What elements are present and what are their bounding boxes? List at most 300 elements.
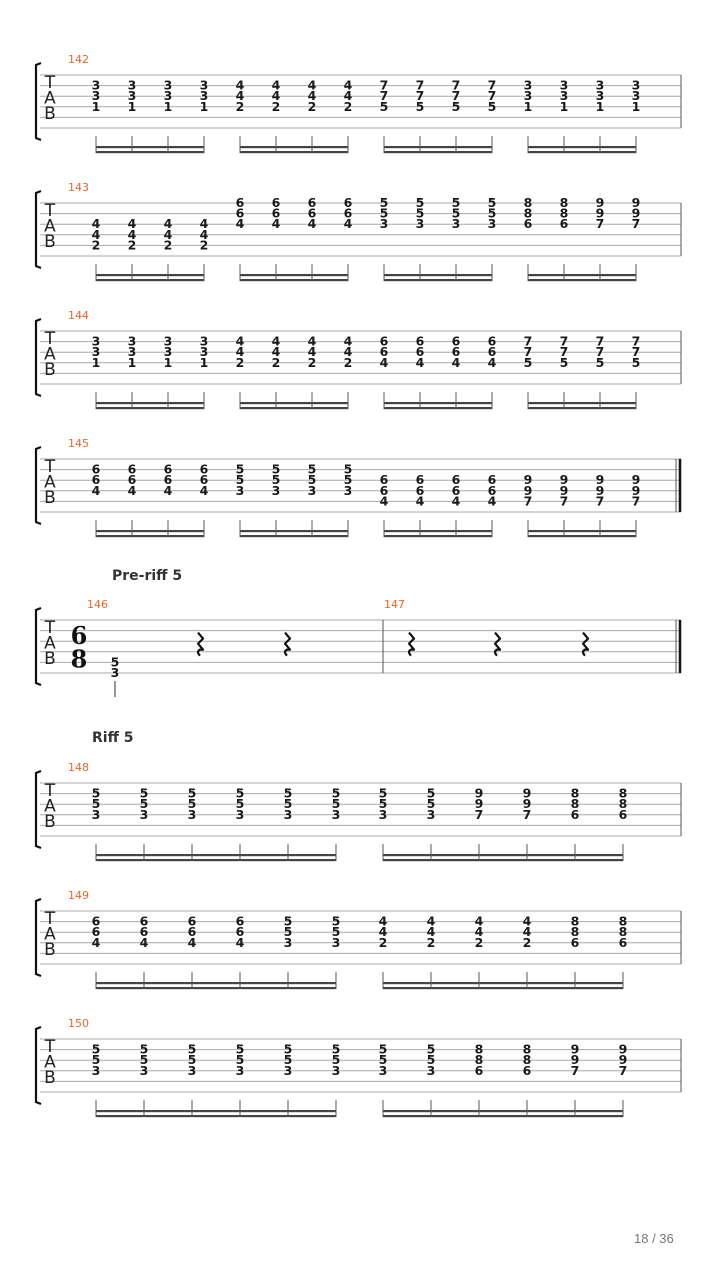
fret-number: 3: [139, 1062, 149, 1078]
fret-number: 7: [559, 493, 569, 509]
fret-number: 5: [451, 98, 461, 114]
fret-number: 5: [235, 1041, 245, 1057]
fret-number: 5: [271, 472, 281, 488]
section-label: Pre-riff 5: [112, 568, 183, 584]
fret-number: 8: [523, 195, 533, 210]
measure-number: 143: [68, 181, 89, 194]
fret-number: 3: [283, 1062, 293, 1078]
fret-number: 1: [199, 98, 209, 114]
fret-number: 7: [559, 344, 569, 360]
fret-number: 9: [474, 796, 484, 812]
fret-number: 3: [91, 806, 101, 822]
fret-number: 1: [163, 354, 173, 370]
beam: [96, 402, 204, 404]
fret-number: 3: [139, 806, 149, 822]
fret-number: 3: [199, 88, 209, 104]
fret-number: 6: [307, 205, 317, 221]
fret-number: 5: [331, 924, 341, 940]
tab-clef-letter: T: [44, 201, 56, 221]
fret-number: 4: [307, 333, 317, 349]
fret-number: 4: [474, 913, 484, 929]
fret-number: 9: [631, 482, 641, 498]
fret-number: 7: [474, 806, 484, 822]
beam: [384, 530, 492, 532]
beam: [96, 987, 336, 989]
fret-number: 6: [187, 913, 197, 929]
fret-number: 6: [127, 472, 137, 488]
beam: [528, 407, 636, 409]
fret-number: 4: [474, 924, 484, 940]
fret-number: 8: [474, 1052, 484, 1068]
fret-number: 1: [127, 354, 137, 370]
fret-number: 7: [523, 344, 533, 360]
beam: [240, 407, 348, 409]
fret-number: 7: [595, 333, 605, 349]
fret-number: 2: [127, 237, 137, 253]
fret-number: 3: [127, 77, 137, 93]
measure-number: 145: [68, 437, 89, 450]
fret-number: 3: [283, 934, 293, 950]
fret-number: 4: [91, 216, 101, 232]
fret-number: 7: [379, 77, 389, 93]
tab-clef-letter: B: [44, 360, 56, 380]
fret-number: 3: [91, 77, 101, 93]
fret-number: 2: [343, 98, 353, 114]
fret-number: 7: [631, 333, 641, 349]
fret-number: 4: [343, 333, 353, 349]
fret-number: 5: [91, 796, 101, 812]
fret-number: 3: [235, 482, 245, 498]
beam: [528, 279, 636, 281]
fret-number: 4: [451, 354, 461, 370]
fret-number: 7: [451, 77, 461, 93]
beam: [96, 274, 204, 276]
fret-number: 5: [415, 205, 425, 221]
beam: [528, 530, 636, 532]
fret-number: 5: [283, 924, 293, 940]
fret-number: 1: [631, 98, 641, 114]
beam: [96, 1110, 336, 1112]
fret-number: 3: [378, 806, 388, 822]
fret-number: 8: [474, 1041, 484, 1057]
fret-number: 9: [631, 205, 641, 221]
fret-number: 3: [91, 333, 101, 349]
tab-clef-letter: B: [44, 649, 56, 669]
fret-number: 5: [307, 461, 317, 477]
fret-number: 5: [235, 1052, 245, 1068]
fret-number: 7: [523, 493, 533, 509]
fret-number: 9: [631, 472, 641, 488]
fret-number: 5: [379, 195, 389, 210]
beam: [240, 530, 348, 532]
fret-number: 7: [618, 1062, 628, 1078]
fret-number: 6: [379, 344, 389, 360]
tab-clef-letter: A: [44, 472, 56, 493]
beam: [240, 146, 348, 148]
fret-number: 6: [235, 195, 245, 210]
time-signature-bottom: 8: [70, 644, 88, 674]
fret-number: 2: [474, 934, 484, 950]
beam: [240, 402, 348, 404]
fret-number: 1: [91, 354, 101, 370]
fret-number: 9: [595, 482, 605, 498]
fret-number: 6: [487, 333, 497, 349]
fret-number: 4: [91, 226, 101, 242]
tab-clef-letter: A: [44, 1052, 56, 1073]
fret-number: 8: [570, 924, 580, 940]
fret-number: 8: [522, 1052, 532, 1068]
measure-number: 146: [87, 598, 108, 611]
fret-number: 3: [379, 216, 389, 232]
fret-number: 3: [487, 216, 497, 232]
fret-number: 3: [523, 77, 533, 93]
fret-number: 6: [451, 333, 461, 349]
fret-number: 3: [199, 333, 209, 349]
fret-number: 5: [487, 195, 497, 210]
fret-number: 1: [127, 98, 137, 114]
fret-number: 3: [559, 77, 569, 93]
fret-number: 3: [331, 934, 341, 950]
fret-number: 5: [378, 796, 388, 812]
fret-number: 6: [487, 482, 497, 498]
fret-number: 5: [378, 1041, 388, 1057]
fret-number: 4: [91, 482, 101, 498]
tab-clef-letter: B: [44, 940, 56, 960]
measure-number: 144: [68, 309, 89, 322]
beam: [383, 982, 623, 984]
fret-number: 6: [415, 344, 425, 360]
beam: [383, 1110, 623, 1112]
fret-number: 4: [235, 344, 245, 360]
fret-number: 3: [235, 806, 245, 822]
tab-clef-letter: T: [44, 781, 56, 801]
fret-number: 5: [331, 796, 341, 812]
fret-number: 9: [618, 1041, 628, 1057]
fret-number: 8: [618, 796, 628, 812]
fret-number: 3: [110, 665, 120, 680]
fret-number: 3: [631, 88, 641, 104]
fret-number: 5: [378, 785, 388, 801]
fret-number: 2: [199, 237, 209, 253]
fret-number: 5: [91, 1041, 101, 1057]
beam: [383, 987, 623, 989]
fret-number: 4: [235, 333, 245, 349]
fret-number: 4: [139, 934, 149, 950]
fret-number: 6: [618, 934, 628, 950]
beam: [96, 1115, 336, 1117]
fret-number: 5: [331, 913, 341, 929]
fret-number: 3: [187, 1062, 197, 1078]
fret-number: 8: [523, 205, 533, 221]
fret-number: 6: [199, 461, 209, 477]
fret-number: 9: [523, 482, 533, 498]
fret-number: 4: [235, 77, 245, 93]
fret-number: 3: [199, 344, 209, 360]
fret-number: 5: [331, 1052, 341, 1068]
fret-number: 9: [522, 785, 532, 801]
fret-number: 9: [618, 1052, 628, 1068]
fret-number: 4: [271, 344, 281, 360]
fret-number: 8: [522, 1041, 532, 1057]
fret-number: 2: [235, 98, 245, 114]
fret-number: 6: [163, 472, 173, 488]
fret-number: 6: [235, 205, 245, 221]
tab-clef-letter: T: [44, 329, 56, 349]
fret-number: 4: [451, 493, 461, 509]
beam: [383, 1115, 623, 1117]
fret-number: 6: [522, 1062, 532, 1078]
fret-number: 4: [187, 934, 197, 950]
fret-number: 7: [595, 344, 605, 360]
fret-number: 5: [283, 1041, 293, 1057]
fret-number: 5: [331, 785, 341, 801]
tab-clef-letter: A: [44, 796, 56, 817]
fret-number: 3: [271, 482, 281, 498]
fret-number: 1: [163, 98, 173, 114]
fret-number: 5: [283, 1052, 293, 1068]
beam: [96, 146, 204, 148]
fret-number: 6: [91, 472, 101, 488]
fret-number: 3: [187, 806, 197, 822]
fret-number: 5: [451, 195, 461, 210]
fret-number: 5: [283, 913, 293, 929]
fret-number: 7: [487, 88, 497, 104]
fret-number: 6: [379, 482, 389, 498]
fret-number: 9: [559, 472, 569, 488]
fret-number: 3: [595, 77, 605, 93]
beam: [240, 279, 348, 281]
fret-number: 4: [127, 226, 137, 242]
tab-clef-letter: B: [44, 1068, 56, 1088]
fret-number: 5: [426, 1041, 436, 1057]
fret-number: 4: [343, 77, 353, 93]
page-number: 18 / 36: [634, 1231, 674, 1246]
measure-number: 147: [384, 598, 405, 611]
fret-number: 9: [522, 796, 532, 812]
beam: [528, 402, 636, 404]
fret-number: 4: [235, 216, 245, 232]
measure-number: 149: [68, 889, 89, 902]
fret-number: 4: [415, 493, 425, 509]
fret-number: 3: [235, 1062, 245, 1078]
fret-number: 5: [378, 1052, 388, 1068]
fret-number: 4: [307, 88, 317, 104]
beam: [384, 279, 492, 281]
fret-number: 6: [343, 205, 353, 221]
beam: [240, 535, 348, 537]
fret-number: 3: [559, 88, 569, 104]
fret-number: 8: [618, 785, 628, 801]
fret-number: 6: [235, 924, 245, 940]
fret-number: 4: [379, 493, 389, 509]
fret-number: 6: [415, 472, 425, 488]
fret-number: 6: [474, 1062, 484, 1078]
fret-number: 4: [91, 934, 101, 950]
fret-number: 5: [283, 785, 293, 801]
fret-number: 2: [307, 98, 317, 114]
fret-number: 5: [187, 1052, 197, 1068]
fret-number: 5: [487, 205, 497, 221]
fret-number: 5: [187, 785, 197, 801]
fret-number: 4: [307, 344, 317, 360]
beam: [528, 535, 636, 537]
fret-number: 4: [235, 934, 245, 950]
fret-number: 5: [235, 796, 245, 812]
fret-number: 7: [570, 1062, 580, 1078]
fret-number: 6: [570, 934, 580, 950]
fret-number: 6: [451, 472, 461, 488]
measure-number: 150: [68, 1017, 89, 1030]
fret-number: 4: [487, 354, 497, 370]
fret-number: 2: [378, 934, 388, 950]
fret-number: 6: [451, 344, 461, 360]
fret-number: 5: [235, 472, 245, 488]
beam: [96, 854, 336, 856]
fret-number: 4: [307, 77, 317, 93]
tab-clef-letter: T: [44, 618, 56, 638]
fret-number: 7: [415, 77, 425, 93]
fret-number: 2: [343, 354, 353, 370]
beam: [96, 535, 204, 537]
fret-number: 4: [199, 226, 209, 242]
fret-number: 4: [378, 924, 388, 940]
fret-number: 9: [474, 785, 484, 801]
fret-number: 5: [451, 205, 461, 221]
fret-number: 2: [426, 934, 436, 950]
fret-number: 5: [283, 796, 293, 812]
fret-number: 8: [559, 205, 569, 221]
fret-number: 9: [631, 195, 641, 210]
fret-number: 4: [426, 924, 436, 940]
fret-number: 8: [570, 785, 580, 801]
tab-clef-letter: B: [44, 488, 56, 508]
fret-number: 6: [271, 195, 281, 210]
fret-number: 7: [631, 344, 641, 360]
fret-number: 5: [426, 785, 436, 801]
beam: [240, 151, 348, 153]
fret-number: 3: [163, 88, 173, 104]
fret-number: 6: [91, 913, 101, 929]
fret-number: 6: [523, 216, 533, 232]
fret-number: 5: [187, 796, 197, 812]
beam: [383, 854, 623, 856]
fret-number: 7: [523, 333, 533, 349]
fret-number: 3: [426, 806, 436, 822]
tab-clef-letter: B: [44, 812, 56, 832]
fret-number: 3: [451, 216, 461, 232]
fret-number: 5: [379, 98, 389, 114]
fret-number: 3: [415, 216, 425, 232]
fret-number: 4: [343, 88, 353, 104]
fret-number: 3: [163, 77, 173, 93]
beam: [383, 859, 623, 861]
fret-number: 3: [163, 333, 173, 349]
fret-number: 4: [199, 482, 209, 498]
fret-number: 1: [199, 354, 209, 370]
fret-number: 9: [595, 205, 605, 221]
fret-number: 6: [271, 205, 281, 221]
fret-number: 5: [487, 98, 497, 114]
fret-number: 6: [91, 924, 101, 940]
fret-number: 5: [343, 472, 353, 488]
fret-number: 4: [235, 88, 245, 104]
tab-clef-letter: A: [44, 216, 56, 237]
fret-number: 6: [343, 195, 353, 210]
fret-number: 1: [559, 98, 569, 114]
tab-clef-letter: T: [44, 1037, 56, 1057]
beam: [96, 151, 204, 153]
fret-number: 4: [522, 924, 532, 940]
fret-number: 8: [618, 913, 628, 929]
fret-number: 7: [522, 806, 532, 822]
fret-number: 3: [378, 1062, 388, 1078]
tab-clef-letter: T: [44, 457, 56, 477]
fret-number: 5: [343, 461, 353, 477]
fret-number: 8: [618, 924, 628, 940]
fret-number: 5: [235, 785, 245, 801]
tab-clef-letter: T: [44, 909, 56, 929]
fret-number: 6: [379, 333, 389, 349]
tab-clef-letter: A: [44, 344, 56, 365]
measure-number: 148: [68, 761, 89, 774]
fret-number: 6: [451, 482, 461, 498]
fret-number: 4: [271, 88, 281, 104]
fret-number: 9: [570, 1052, 580, 1068]
fret-number: 7: [559, 333, 569, 349]
fret-number: 6: [199, 472, 209, 488]
fret-number: 3: [523, 88, 533, 104]
fret-number: 6: [139, 913, 149, 929]
fret-number: 9: [570, 1041, 580, 1057]
fret-number: 1: [523, 98, 533, 114]
fret-number: 5: [379, 205, 389, 221]
fret-number: 5: [139, 1052, 149, 1068]
beam: [384, 146, 492, 148]
fret-number: 2: [522, 934, 532, 950]
beam: [240, 274, 348, 276]
beam: [528, 151, 636, 153]
fret-number: 1: [595, 98, 605, 114]
fret-number: 2: [271, 98, 281, 114]
fret-number: 5: [110, 654, 120, 670]
fret-number: 6: [379, 472, 389, 488]
fret-number: 3: [595, 88, 605, 104]
fret-number: 7: [631, 216, 641, 232]
fret-number: 5: [415, 98, 425, 114]
fret-number: 3: [631, 77, 641, 93]
fret-number: 4: [343, 216, 353, 232]
beam: [96, 530, 204, 532]
fret-number: 5: [426, 1052, 436, 1068]
fret-number: 3: [426, 1062, 436, 1078]
beam: [96, 407, 204, 409]
fret-number: 3: [91, 88, 101, 104]
fret-number: 4: [163, 216, 173, 232]
fret-number: 6: [559, 216, 569, 232]
fret-number: 7: [487, 77, 497, 93]
fret-number: 5: [139, 785, 149, 801]
fret-number: 9: [559, 482, 569, 498]
fret-number: 6: [187, 924, 197, 940]
fret-number: 6: [139, 924, 149, 940]
fret-number: 5: [595, 354, 605, 370]
beam: [528, 146, 636, 148]
fret-number: 2: [235, 354, 245, 370]
fret-number: 7: [631, 493, 641, 509]
beam: [384, 535, 492, 537]
fret-number: 2: [163, 237, 173, 253]
measure-number: 142: [68, 53, 89, 66]
